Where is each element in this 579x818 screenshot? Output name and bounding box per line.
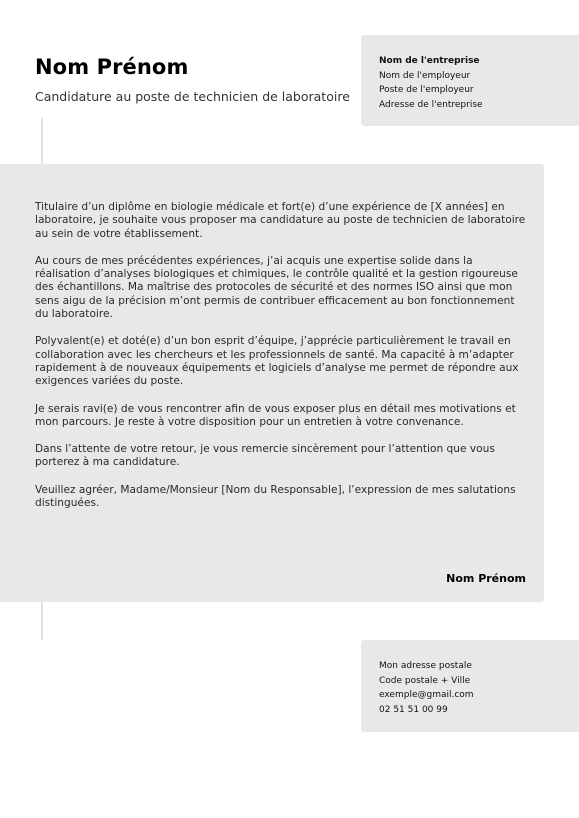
letter-paragraph: Je serais ravi(e) de vous rencontrer afin de vous exposer plus en détail mes motivations et mon parcours. Je reste à votre disposition pour un entretien à votre convenance.: [35, 402, 516, 428]
email-address: exemple@gmail.com: [379, 690, 474, 700]
employer-info-box: [361, 35, 579, 126]
phone-number: 02 51 51 00 99: [379, 704, 448, 715]
decorative-line-bottom: [41, 602, 43, 640]
employer-name: Nom de l'employeur: [379, 70, 471, 81]
contact-info-box: [361, 640, 579, 732]
letter-body: [0, 164, 544, 602]
applicant-name: Nom Prénom: [35, 55, 189, 79]
company-name: Nom de l'entreprise: [379, 56, 480, 66]
employer-position: Poste de l'employeur: [379, 85, 474, 95]
letter-paragraph: Au cours de mes précédentes expériences, j’ai acquis une expertise solide dans la réalisation d’analyses biologiques et chimiques, le contrôle qualité et la gestion rigoureuse des échantillons. Ma maîtrise des protocoles de sécurité et des normes ISO ainsi que mon sens aigu de la précision m’ont permis de contribuer efficacement au bon fonctionnement du laboratoire.: [35, 254, 518, 321]
letter-paragraph: Dans l’attente de votre retour, je vous remercie sincèrement pour l’attention que vous porterez à ma candidature.: [35, 443, 495, 469]
company-address: Adresse de l'entreprise: [379, 99, 483, 110]
letter-paragraph: Titulaire d’un diplôme en biologie médicale et fort(e) d’une expérience de [X années] en laboratoire, je souhaite vous proposer ma candidature au poste de technicien de laboratoire au sein de votre établissement.: [35, 201, 526, 240]
postal-code-city: Code postale + Ville: [379, 675, 471, 686]
postal-address: Mon adresse postale: [379, 661, 472, 671]
signature-name: Nom Prénom: [446, 572, 526, 585]
letter-subject: Candidature au poste de technicien de laboratoire: [35, 89, 350, 104]
letter-paragraph: Veuillez agréer, Madame/Monsieur [Nom du Responsable], l’expression de mes salutations distinguées.: [35, 483, 516, 510]
decorative-line-top: [41, 118, 43, 164]
letter-paragraph: Polyvalent(e) et doté(e) d’un bon esprit d’équipe, j’apprécie particulièrement le travail en collaboration avec les chercheurs et les professionnels de santé. Ma capacité à m’adapter rapidement à de nouveaux équipements et logiciels d’analyse me permet de répondre aux exigences variées du poste.: [35, 335, 519, 388]
